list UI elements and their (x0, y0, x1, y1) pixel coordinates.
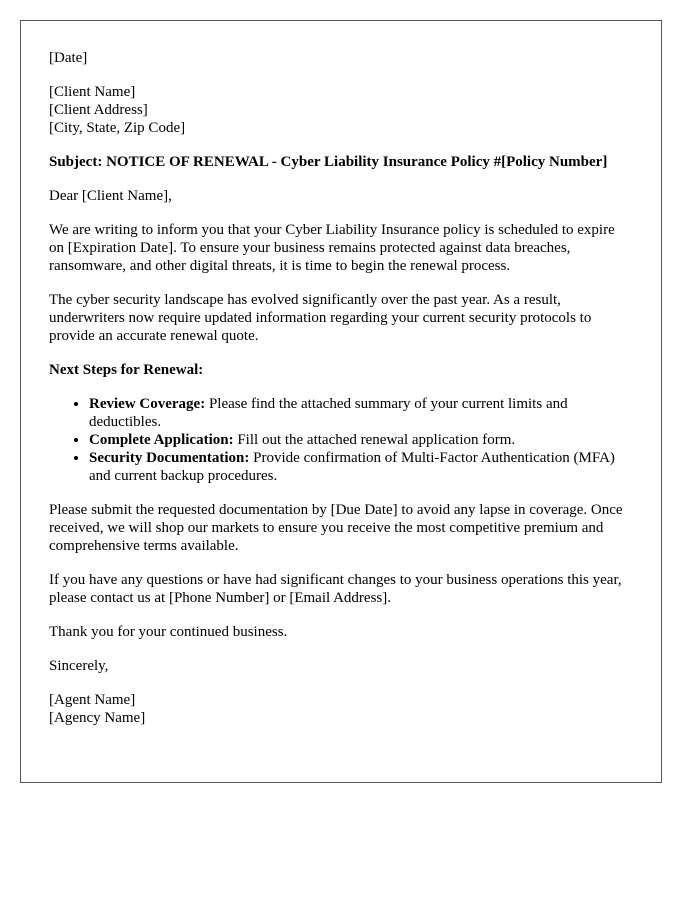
salutation: Dear [Client Name], (49, 188, 172, 204)
sign-off: Sincerely, (49, 658, 109, 674)
paragraph-landscape: The cyber security landscape has evolved significantly over the past year. As a result, underwriters now require updated information regarding your current security protocols to provide an accurate renewal quote. (49, 292, 592, 344)
paragraph-intro: We are writing to inform you that your Cyber Liability Insurance policy is scheduled to expire on [Expiration Date]. To ensure your business remains protected against data breaches, ransomware, and other digital threats, it is time to begin the renewal process. (49, 222, 615, 274)
agency-name: [Agency Name] (49, 710, 146, 726)
paragraph-contact: If you have any questions or have had significant changes to your business operations this year, please contact us at [Phone Number] or [Email Address]. (49, 572, 622, 606)
list-item-label: Security Documentation: (89, 450, 250, 466)
client-name: [Client Name] (49, 84, 136, 100)
list-item-text: Please find the attached summary of your current limits and deductibles. (89, 396, 568, 430)
list-item-label: Review Coverage: (89, 396, 206, 412)
client-address: [Client Address] (49, 102, 148, 118)
next-steps-list (49, 395, 632, 485)
next-steps-heading: Next Steps for Renewal: (49, 362, 204, 378)
list-item-text: Fill out the attached renewal application form. (233, 432, 516, 448)
list-item (89, 431, 632, 449)
recipient-block (49, 83, 632, 137)
list-item-label: Complete Application: (89, 432, 234, 448)
signature-block (49, 691, 632, 727)
paragraph-thanks: Thank you for your continued business. (49, 624, 288, 640)
paragraph-submit: Please submit the requested documentation by [Due Date] to avoid any lapse in coverage. Once received, we will shop our markets to ensure you receive the most competitive premium and comprehensive terms available. (49, 502, 623, 554)
agent-name: [Agent Name] (49, 692, 136, 708)
list-item-text: Provide confirmation of Multi-Factor Authentication (MFA) and current backup procedures. (89, 450, 615, 484)
list-item (89, 395, 632, 431)
subject-line: Subject: NOTICE OF RENEWAL - Cyber Liability Insurance Policy #[Policy Number] (49, 154, 608, 170)
date: [Date] (49, 50, 88, 66)
list-item (89, 449, 632, 485)
client-city-state-zip: [City, State, Zip Code] (49, 120, 186, 136)
letter (20, 20, 662, 783)
